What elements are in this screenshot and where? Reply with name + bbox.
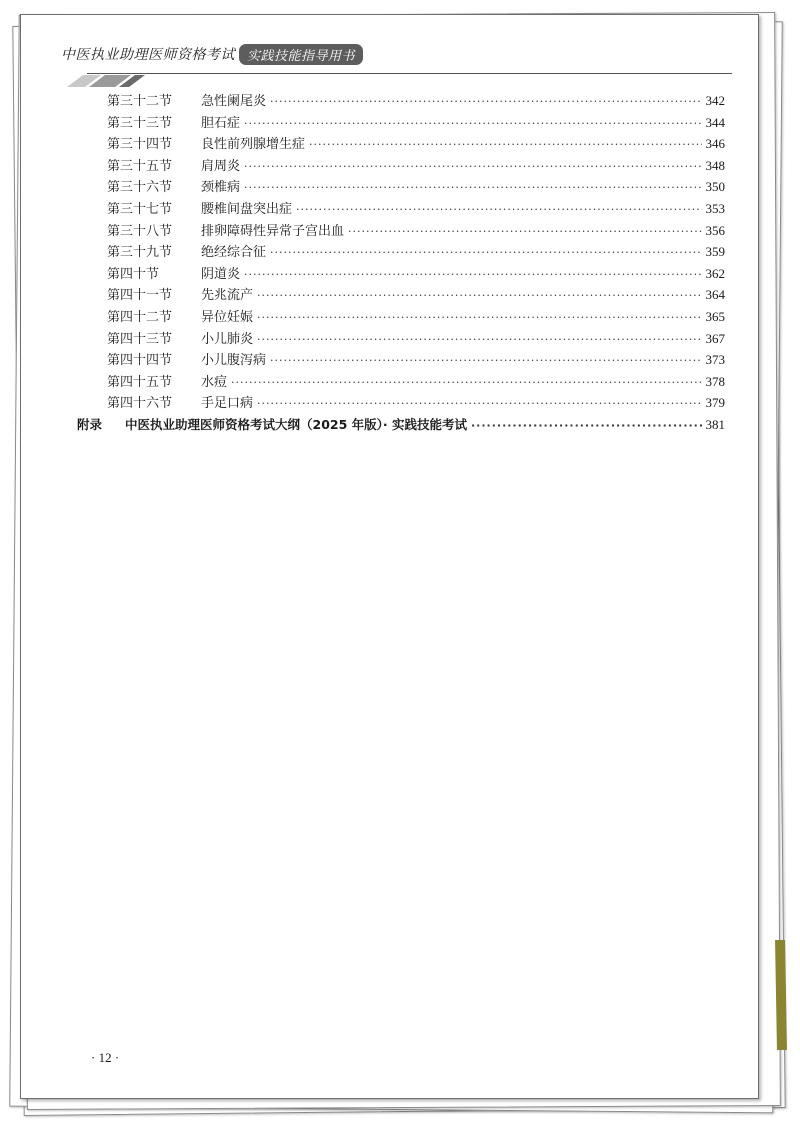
- toc-page-number: 342: [705, 93, 725, 108]
- toc-section-number: 第四十五节: [107, 374, 173, 390]
- toc-leader-dots: [270, 92, 701, 113]
- toc-entry-title: 小儿肺炎: [201, 331, 254, 347]
- toc-entry[interactable]: [77, 177, 725, 199]
- toc-page-number: 362: [705, 265, 725, 281]
- toc-page-number: 356: [705, 222, 725, 238]
- toc-leader-dots: [348, 222, 701, 243]
- toc-leader-dots: [257, 330, 701, 351]
- toc-appendix-page-number: 381: [705, 416, 725, 432]
- toc-page-number: 379: [705, 395, 725, 411]
- toc-leader-dots: [257, 394, 701, 415]
- toc-leader-dots: [270, 243, 701, 264]
- toc-section-number: 第四十四节: [107, 353, 173, 369]
- header-stripe-icon: [61, 69, 181, 89]
- toc-leader-dots: [257, 286, 701, 307]
- toc-page-number: 378: [705, 373, 725, 389]
- toc-page-number: 364: [705, 287, 725, 303]
- toc-entry-title: 胆石症: [201, 115, 241, 131]
- toc-page-number: 350: [705, 179, 725, 195]
- toc-leader-dots: [309, 135, 701, 156]
- toc-entry[interactable]: [77, 156, 725, 178]
- toc-entry[interactable]: [77, 242, 725, 264]
- toc-entry-title: 手足口病: [201, 396, 254, 412]
- toc-page-number: 346: [705, 136, 725, 152]
- toc-entry-title: 绝经综合征: [201, 245, 267, 261]
- header-row: [61, 43, 363, 65]
- toc-entry-title: 急性阑尾炎: [201, 94, 267, 109]
- toc-appendix-title: 中医执业助理医师资格考试大纲（2025 年版）· 实践技能考试: [125, 416, 467, 432]
- toc-entry-title: 颈椎病: [201, 180, 241, 196]
- toc-section-number: 第三十六节: [107, 180, 173, 196]
- toc-section-number: 第三十九节: [107, 245, 173, 261]
- toc-entry[interactable]: [77, 221, 725, 243]
- toc-entry[interactable]: [77, 91, 725, 113]
- toc-entry[interactable]: [77, 113, 725, 135]
- toc-entry[interactable]: [77, 285, 725, 307]
- toc-section-number: 第四十节: [107, 266, 160, 282]
- toc-entry[interactable]: [77, 393, 725, 415]
- toc-entry-title: 异位妊娠: [201, 309, 254, 325]
- toc-leader-dots: [257, 308, 701, 329]
- toc-entry[interactable]: [77, 372, 725, 394]
- toc-appendix-entry[interactable]: [77, 415, 725, 437]
- toc-section-number: 第三十四节: [107, 137, 173, 153]
- toc-leader-dots: [231, 373, 701, 394]
- toc-section-number: 第三十五节: [107, 158, 173, 174]
- toc-section-number: 第四十一节: [107, 288, 173, 304]
- toc-entry-title: 先兆流产: [201, 288, 254, 304]
- toc-entry-title: 肩周炎: [201, 158, 241, 174]
- toc-entry-title: 水痘: [201, 374, 228, 390]
- toc-entry[interactable]: [77, 329, 725, 351]
- header-rule: [87, 73, 732, 74]
- toc-entry-title: 排卵障碍性异常子宫出血: [201, 223, 345, 239]
- toc-section-number: 第三十二节: [107, 94, 173, 109]
- toc-entry[interactable]: [77, 199, 725, 221]
- toc-section-number: 第四十二节: [107, 309, 173, 325]
- toc-entry-title: 小儿腹泻病: [201, 353, 267, 369]
- toc-leader-dots: [244, 157, 701, 178]
- running-header: [61, 43, 732, 91]
- toc-section-number: 第四十三节: [107, 331, 173, 347]
- toc-page-number: 373: [705, 352, 725, 368]
- toc-section-number: 第三十八节: [107, 223, 173, 239]
- toc-entry-title: 阴道炎: [201, 266, 241, 282]
- document-page: [20, 14, 759, 1099]
- toc-leader-dots: [471, 416, 702, 437]
- toc-entry[interactable]: [77, 264, 725, 286]
- toc-page-number: 344: [705, 114, 725, 130]
- toc-leader-dots: [244, 265, 701, 286]
- toc-page-number: 367: [705, 330, 725, 346]
- toc-entry-title: 腰椎间盘突出症: [201, 201, 293, 217]
- toc-entry[interactable]: [77, 307, 725, 329]
- header-title: 中医执业助理医师资格考试: [61, 47, 235, 63]
- header-badge: 实践技能指导用书: [239, 44, 363, 65]
- toc-section-number: 第四十六节: [107, 396, 173, 412]
- toc-entry[interactable]: [77, 350, 725, 372]
- toc-section-number: 第三十七节: [107, 201, 173, 217]
- toc-page-number: 348: [705, 157, 725, 173]
- page-number: · 12 ·: [91, 1050, 120, 1065]
- toc-leader-dots: [296, 200, 701, 221]
- toc-section-number: 第三十三节: [107, 115, 173, 131]
- toc-page-number: 365: [705, 308, 725, 324]
- toc-page-number: 359: [705, 244, 725, 260]
- toc-entry-title: 良性前列腺增生症: [201, 137, 306, 153]
- table-of-contents: [77, 91, 725, 437]
- toc-leader-dots: [244, 178, 701, 199]
- cover-accent-strip: [775, 940, 787, 1050]
- toc-page-number: 353: [705, 200, 725, 216]
- toc-leader-dots: [270, 351, 701, 372]
- toc-appendix-label: 附录: [77, 416, 103, 432]
- toc-leader-dots: [244, 114, 701, 135]
- toc-entry[interactable]: [77, 134, 725, 156]
